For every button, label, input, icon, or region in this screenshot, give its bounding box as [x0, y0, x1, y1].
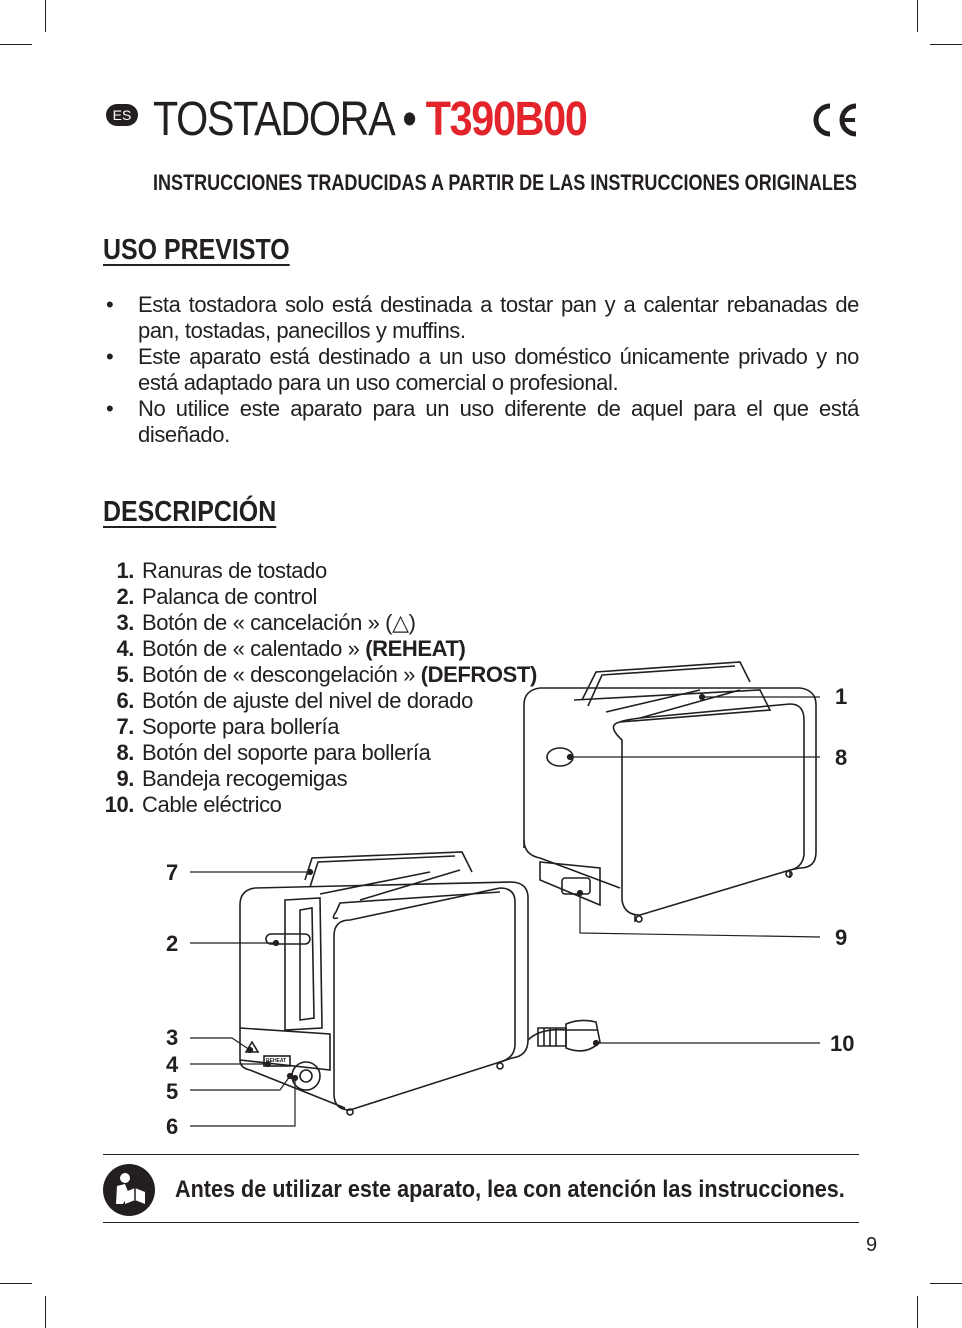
part-label: Ranuras de tostado — [142, 558, 327, 583]
part-label: Botón de « descongelación » — [142, 662, 421, 687]
crop-mark — [917, 0, 918, 32]
notice-text: Antes de utilizar este aparato, lea con atención las instrucciones. — [175, 1176, 845, 1203]
part-label: Botón de « cancelación » (△) — [142, 610, 416, 635]
part-number: 2. — [116, 584, 134, 609]
part-number: 6. — [116, 688, 134, 713]
callout-label: 1 — [835, 684, 848, 709]
crop-mark — [930, 1283, 962, 1284]
list-item — [103, 292, 859, 344]
part-number: 5. — [116, 662, 134, 687]
list-item-text: No utilice este aparato para un uso diferente de aquel para el que está diseñado. — [138, 396, 859, 447]
part-label: Botón de « calentado » — [142, 636, 366, 661]
part-label: Botón del soporte para bollería — [142, 740, 431, 765]
page-subtitle: INSTRUCCIONES TRADUCIDAS A PARTIR DE LAS INSTRUCCIONES ORIGINALES — [153, 170, 857, 195]
part-label: Botón de ajuste del nivel de dorado — [142, 688, 473, 713]
part-label: Palanca de control — [142, 584, 318, 609]
part-label: Bandeja recogemigas — [142, 766, 348, 791]
crop-mark — [0, 1283, 32, 1284]
model-number: T390B00 — [425, 93, 587, 146]
crop-mark — [0, 44, 32, 45]
part-item — [90, 558, 537, 584]
crop-mark — [45, 0, 46, 32]
power-cord — [528, 1020, 600, 1051]
crop-mark — [917, 1296, 918, 1328]
part-label: Cable eléctrico — [142, 792, 282, 817]
bullet-icon: • — [106, 344, 114, 369]
callout-label: 3 — [166, 1025, 179, 1050]
part-number: 10. — [104, 792, 134, 817]
language-badge: ES — [106, 104, 138, 126]
part-number: 1. — [116, 558, 134, 583]
page-title — [153, 92, 587, 148]
list-item — [103, 396, 859, 448]
part-item — [90, 584, 537, 610]
part-item — [90, 610, 537, 636]
uso-list — [103, 292, 859, 448]
toaster-back-view — [524, 662, 816, 922]
callout-label: 10 — [830, 1031, 855, 1056]
page-number: 9 — [866, 1234, 878, 1256]
part-number: 4. — [116, 636, 134, 661]
callout-label: 8 — [835, 745, 848, 770]
part-number: 9. — [116, 766, 134, 791]
panel-label: REHEAT — [266, 1058, 287, 1064]
section-heading-uso: USO PREVISTO — [103, 234, 290, 266]
part-number: 8. — [116, 740, 134, 765]
divider — [103, 1154, 859, 1155]
callout-label: 9 — [835, 925, 848, 950]
callout-label: 6 — [166, 1114, 179, 1139]
divider — [103, 1222, 859, 1223]
section-heading-descripcion: DESCRIPCIÓN — [103, 496, 277, 528]
part-number: 7. — [116, 714, 134, 739]
part-label-bold: (REHEAT) — [365, 636, 466, 661]
read-manual-icon — [103, 1164, 155, 1216]
ce-mark-icon — [808, 101, 860, 139]
crop-mark — [930, 44, 962, 45]
toaster-front-view — [240, 852, 528, 1115]
toaster-diagram — [0, 640, 962, 1140]
callout-label: 5 — [166, 1079, 179, 1104]
list-item-text: Este aparato está destinado a un uso doméstico únicamente privado y no está adaptado para un uso comercial o profesional. — [138, 344, 859, 395]
bullet-icon: • — [106, 292, 114, 317]
part-number: 3. — [116, 610, 134, 635]
bullet-icon: • — [106, 396, 114, 421]
part-label-bold: (DEFROST) — [420, 662, 537, 687]
part-label: Soporte para bollería — [142, 714, 340, 739]
list-item — [103, 344, 859, 396]
callout-label: 4 — [166, 1052, 179, 1077]
title-separator: • — [402, 93, 416, 146]
callout-label: 7 — [166, 860, 179, 885]
callout-label: 2 — [166, 931, 179, 956]
list-item-text: Esta tostadora solo está destinada a tostar pan y a calentar rebanadas de pan, tostadas, panecillos y muffins. — [138, 292, 859, 343]
crop-mark — [45, 1296, 46, 1328]
product-name: TOSTADORA — [153, 93, 393, 146]
